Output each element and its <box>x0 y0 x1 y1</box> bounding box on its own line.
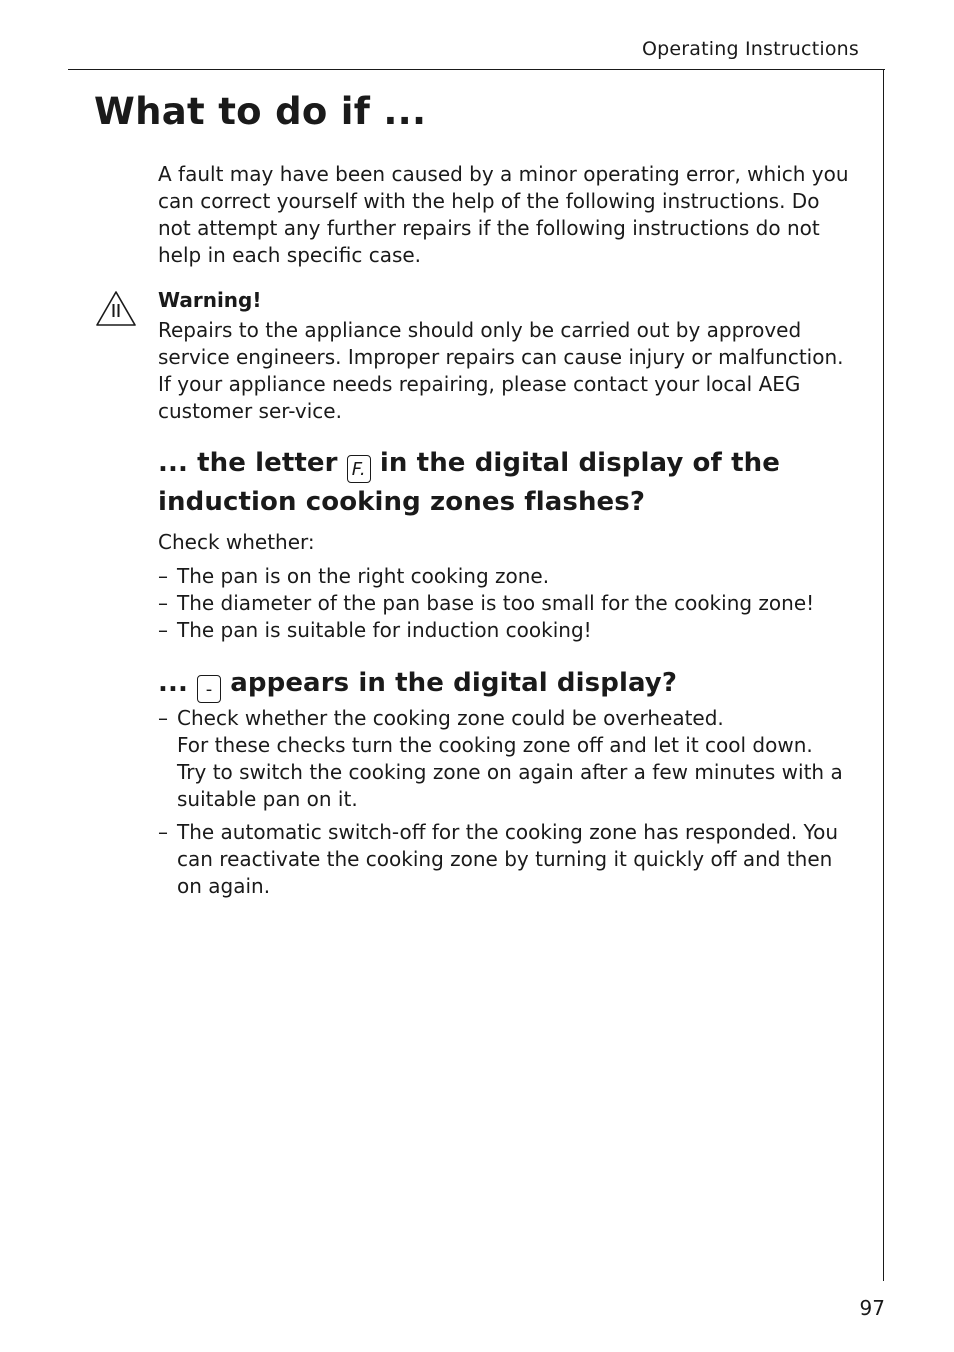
display-f-symbol-icon: F. <box>347 455 371 483</box>
list-item-line: Check whether the cooking zone could be overheated. <box>177 706 724 730</box>
side-rule <box>883 69 884 1281</box>
list-item: – The diameter of the pan base is too small for the cooking zone! <box>158 590 858 617</box>
list-item: – The pan is suitable for induction cooking! <box>158 617 858 644</box>
check-whether-label: Check whether: <box>158 530 315 554</box>
section1-heading-prefix: ... the letter <box>158 448 338 478</box>
list-item <box>158 819 858 900</box>
list-item <box>158 705 858 813</box>
page-number: 97 <box>859 1296 885 1320</box>
intro-paragraph: A fault may have been caused by a minor operating error, which you can correct yourself with the help of the following instructions. Do not attempt any further repairs if the following instructions do not help in each specific case. <box>158 162 849 267</box>
section2-heading-prefix: ... <box>158 668 188 698</box>
list-item-line: For these checks turn the cooking zone off and let it cool down. <box>177 733 813 757</box>
warning-text: Repairs to the appliance should only be carried out by approved service engineers. Improper repairs can cause injury or malfunction. If your appliance needs repairing, please contact your local AEG customer ser-vice. <box>158 318 844 423</box>
display-dash-symbol-icon: - <box>197 675 221 703</box>
header-rule <box>68 69 885 70</box>
page-title: What to do if ... <box>94 90 427 133</box>
running-header: Operating Instructions <box>641 38 859 60</box>
list-item-line: The automatic switch-off for the cooking zone has responded. You can reactivate the cooking zone by turning it quickly off and then on again. <box>177 820 839 898</box>
section2-heading <box>158 664 858 703</box>
section1-heading-suffix: in the digital display of the induction cooking zones flashes? <box>158 448 780 517</box>
warning-triangle-icon <box>95 290 137 327</box>
section2-heading-suffix: appears in the digital display? <box>230 668 678 698</box>
list-item: – The pan is on the right cooking zone. <box>158 563 858 590</box>
section2-list <box>158 705 858 906</box>
warning-title: Warning! <box>158 288 262 312</box>
section1-list <box>158 563 858 644</box>
warning-block <box>158 286 858 425</box>
section1-heading <box>158 444 858 521</box>
list-item-line: Try to switch the cooking zone on again after a few minutes with a suitable pan on it. <box>177 760 843 811</box>
